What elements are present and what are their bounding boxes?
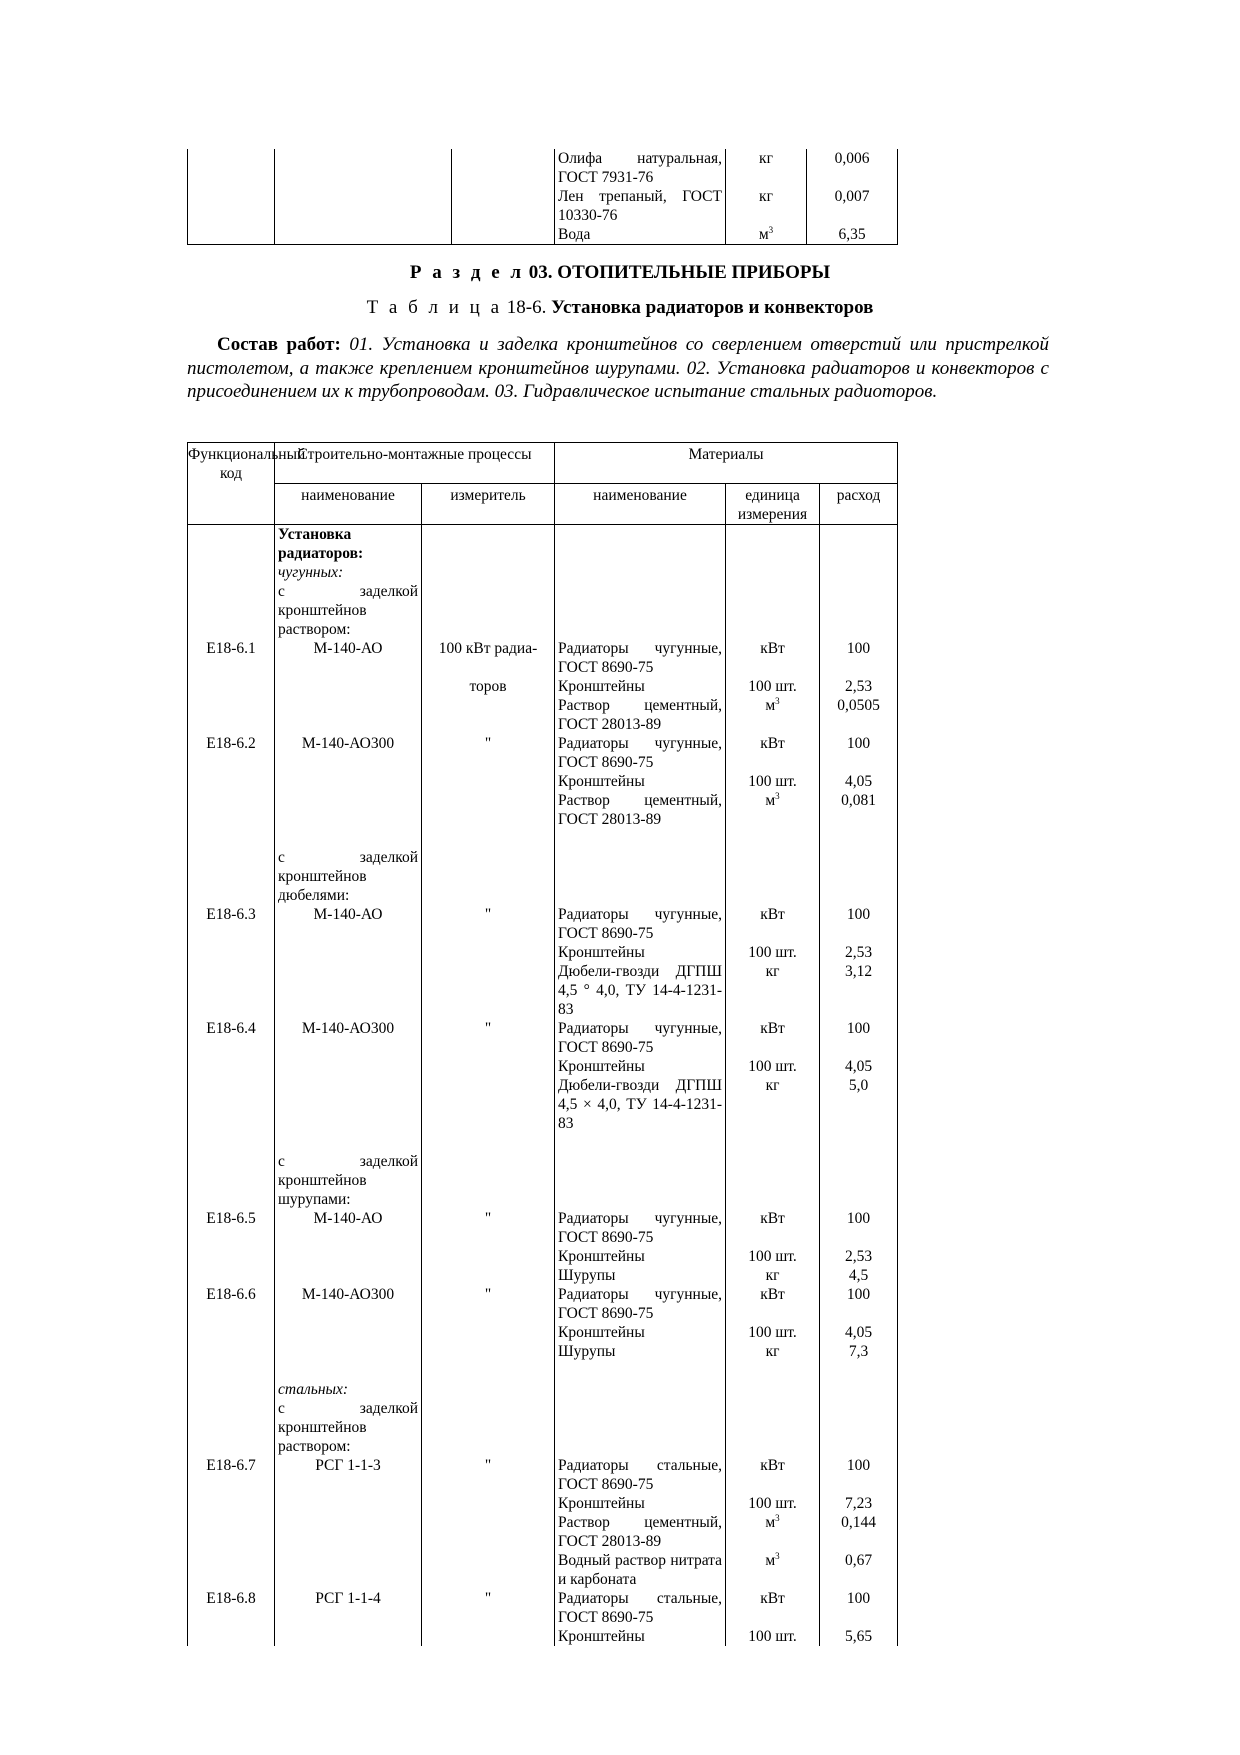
header-material-qty: расход bbox=[820, 484, 898, 525]
material-qty: 6,35 bbox=[807, 225, 898, 245]
material-qty: 7,3 bbox=[820, 1342, 898, 1361]
material-unit: $м^3$ bbox=[726, 791, 820, 829]
group-label: с заделкой кронштейнов раствором: bbox=[275, 1399, 422, 1456]
material-unit: 100 шт. bbox=[726, 943, 820, 962]
material-qty: 0,144 bbox=[820, 1513, 898, 1551]
group-label: Установка радиаторов: bbox=[275, 525, 422, 564]
material-qty: 100 bbox=[820, 1456, 898, 1494]
table-row bbox=[188, 1285, 898, 1323]
material-qty: 0,006 bbox=[807, 149, 898, 187]
material-qty: 2,53 bbox=[820, 1247, 898, 1266]
item-meter: 100 кВт радиа- bbox=[422, 639, 555, 677]
material-unit: $м^3$ bbox=[726, 1513, 820, 1551]
material-name: Олифа натуральная, ГОСТ 7931-76 bbox=[555, 149, 726, 187]
group-row bbox=[188, 1152, 898, 1209]
material-name: Радиаторы чугунные, ГОСТ 8690-75 bbox=[555, 734, 726, 772]
table-row bbox=[188, 1057, 898, 1076]
table-row bbox=[188, 772, 898, 791]
material-qty: 4,05 bbox=[820, 1323, 898, 1342]
material-qty: 100 bbox=[820, 639, 898, 677]
table-row bbox=[188, 791, 898, 829]
material-qty: 100 bbox=[820, 1019, 898, 1057]
material-unit: кг bbox=[726, 149, 807, 187]
material-name: Раствор цементный, ГОСТ 28013-89 bbox=[555, 1513, 726, 1551]
group-row bbox=[188, 1399, 898, 1456]
material-qty: 2,53 bbox=[820, 943, 898, 962]
material-qty: 7,23 bbox=[820, 1494, 898, 1513]
material-name: Кронштейны bbox=[555, 772, 726, 791]
item-code: Е18-6.8 bbox=[188, 1589, 275, 1627]
table-row bbox=[188, 1247, 898, 1266]
material-name: Раствор цементный, ГОСТ 28013-89 bbox=[555, 791, 726, 829]
item-code: Е18-6.7 bbox=[188, 1456, 275, 1494]
material-unit: кг bbox=[726, 1266, 820, 1285]
material-qty: 5,65 bbox=[820, 1627, 898, 1646]
work-composition: Состав работ: 01. Установка и заделка кронштейнов со сверлением отверстий или пристрелкой пистолетом, а также креплением кронштейнов шурупами. 02. Установка радиаторов и конвекторов с присоединением их к трубопроводам. 03. Гидравлическое испытание стальных радиоторов. bbox=[187, 334, 1049, 402]
material-name: Шурупы bbox=[555, 1342, 726, 1361]
table-row bbox=[188, 149, 898, 187]
item-code: Е18-6.1 bbox=[188, 639, 275, 677]
group-row bbox=[188, 582, 898, 639]
spacer-row bbox=[188, 1133, 898, 1152]
table-row bbox=[188, 187, 898, 225]
table-row bbox=[188, 1513, 898, 1551]
group-row bbox=[188, 525, 898, 564]
material-name: Радиаторы стальные, ГОСТ 8690-75 bbox=[555, 1456, 726, 1494]
material-name: Водный раствор нитрата и карбоната bbox=[555, 1551, 726, 1589]
table-row bbox=[188, 1627, 898, 1646]
header-process-name: наименование bbox=[275, 484, 422, 525]
material-unit: кг bbox=[726, 962, 820, 1019]
item-meter: " bbox=[422, 905, 555, 943]
material-unit: $м^3$ bbox=[726, 1551, 820, 1589]
item-name: М-140-АО300 bbox=[275, 1285, 422, 1323]
table-row bbox=[188, 1209, 898, 1247]
material-unit: 100 шт. bbox=[726, 1627, 820, 1646]
material-unit: кВт bbox=[726, 1456, 820, 1494]
table-row bbox=[188, 696, 898, 734]
item-meter: " bbox=[422, 734, 555, 772]
material-unit: кВт bbox=[726, 1019, 820, 1057]
table-row bbox=[188, 943, 898, 962]
material-name: Кронштейны bbox=[555, 1627, 726, 1646]
material-unit: кВт bbox=[726, 1285, 820, 1323]
continuation-table bbox=[187, 149, 898, 245]
material-unit: 100 шт. bbox=[726, 1494, 820, 1513]
material-unit: кВт bbox=[726, 905, 820, 943]
group-label: чугунных: bbox=[275, 563, 422, 582]
material-unit: кг bbox=[726, 1342, 820, 1361]
material-qty: 4,5 bbox=[820, 1266, 898, 1285]
table-row bbox=[188, 1342, 898, 1361]
material-name: Радиаторы чугунные, ГОСТ 8690-75 bbox=[555, 1209, 726, 1247]
table-row bbox=[188, 1494, 898, 1513]
material-name: Кронштейны bbox=[555, 1494, 726, 1513]
material-name: Кронштейны bbox=[555, 943, 726, 962]
group-row bbox=[188, 563, 898, 582]
material-qty: 0,67 bbox=[820, 1551, 898, 1589]
header-process-meter: измеритель bbox=[422, 484, 555, 525]
material-qty: 100 bbox=[820, 734, 898, 772]
spacer-row bbox=[188, 1361, 898, 1380]
material-unit: кВт bbox=[726, 734, 820, 772]
material-unit: $м^3$ bbox=[726, 696, 820, 734]
material-unit: кВт bbox=[726, 1589, 820, 1627]
group-label: стальных: bbox=[275, 1380, 422, 1399]
group-row bbox=[188, 1380, 898, 1399]
header-material-name: наименование bbox=[555, 484, 726, 525]
table-row bbox=[188, 1456, 898, 1494]
material-name: Радиаторы чугунные, ГОСТ 8690-75 bbox=[555, 1019, 726, 1057]
item-meter: " bbox=[422, 1589, 555, 1627]
header-row bbox=[188, 484, 898, 525]
material-name: Радиаторы чугунные, ГОСТ 8690-75 bbox=[555, 905, 726, 943]
material-name: Дюбели-гвозди ДГПШ 4,5 × 4,0, ТУ 14-4-1231-83 bbox=[555, 1076, 726, 1133]
material-unit: 100 шт. bbox=[726, 677, 820, 696]
material-qty: 2,53 bbox=[820, 677, 898, 696]
item-meter: " bbox=[422, 1209, 555, 1247]
material-qty: 4,05 bbox=[820, 772, 898, 791]
material-qty: 3,12 bbox=[820, 962, 898, 1019]
item-meter: торов bbox=[422, 677, 555, 696]
item-name: М-140-АО300 bbox=[275, 1019, 422, 1057]
material-unit: кВт bbox=[726, 1209, 820, 1247]
item-code: Е18-6.4 bbox=[188, 1019, 275, 1057]
table-row bbox=[188, 677, 898, 696]
material-name: Кронштейны bbox=[555, 677, 726, 696]
material-unit: 100 шт. bbox=[726, 1323, 820, 1342]
material-qty: 4,05 bbox=[820, 1057, 898, 1076]
item-code: Е18-6.6 bbox=[188, 1285, 275, 1323]
material-unit: 100 шт. bbox=[726, 772, 820, 791]
material-name: Кронштейны bbox=[555, 1247, 726, 1266]
item-code: Е18-6.5 bbox=[188, 1209, 275, 1247]
header-row bbox=[188, 443, 898, 484]
item-name: М-140-АО bbox=[275, 1209, 422, 1247]
spacer-row bbox=[188, 829, 898, 848]
material-unit: кВт bbox=[726, 639, 820, 677]
group-label: с заделкой кронштейнов дюбелями: bbox=[275, 848, 422, 905]
material-unit: 100 шт. bbox=[726, 1057, 820, 1076]
item-name: М-140-АО300 bbox=[275, 734, 422, 772]
material-unit: 100 шт. bbox=[726, 1247, 820, 1266]
table-row bbox=[188, 639, 898, 677]
table-row bbox=[188, 1551, 898, 1589]
item-name: М-140-АО bbox=[275, 639, 422, 677]
material-name: Раствор цементный, ГОСТ 28013-89 bbox=[555, 696, 726, 734]
material-qty: 5,0 bbox=[820, 1076, 898, 1133]
header-materials: Материалы bbox=[555, 443, 898, 484]
group-label: с заделкой кронштейнов шурупами: bbox=[275, 1152, 422, 1209]
material-qty: 100 bbox=[820, 905, 898, 943]
item-code: Е18-6.2 bbox=[188, 734, 275, 772]
material-unit: $м^3$ bbox=[726, 225, 807, 245]
table-row bbox=[188, 225, 898, 245]
table-row bbox=[188, 962, 898, 1019]
table-heading: Т а б л и ц а 18-6. Установка радиаторов и конвекторов bbox=[366, 297, 874, 318]
material-qty: 100 bbox=[820, 1209, 898, 1247]
group-label: с заделкой кронштейнов раствором: bbox=[275, 582, 422, 639]
material-qty: 100 bbox=[820, 1589, 898, 1627]
material-name: Вода bbox=[555, 225, 726, 245]
item-name: РСГ 1-1-3 bbox=[275, 1456, 422, 1494]
table-row bbox=[188, 1323, 898, 1342]
material-name: Радиаторы чугунные, ГОСТ 8690-75 bbox=[555, 1285, 726, 1323]
header-code: Функциональный код bbox=[188, 443, 275, 525]
item-name: М-140-АО bbox=[275, 905, 422, 943]
table-row bbox=[188, 734, 898, 772]
material-qty: 100 bbox=[820, 1285, 898, 1323]
header-material-unit: единица измерения bbox=[726, 484, 820, 525]
norms-table bbox=[187, 442, 898, 1646]
item-meter: " bbox=[422, 1019, 555, 1057]
material-name: Кронштейны bbox=[555, 1057, 726, 1076]
material-name: Радиаторы чугунные, ГОСТ 8690-75 bbox=[555, 639, 726, 677]
table-row bbox=[188, 1019, 898, 1057]
table-row bbox=[188, 1589, 898, 1627]
material-unit: кг bbox=[726, 187, 807, 225]
material-name: Дюбели-гвозди ДГПШ 4,5 ° 4,0, ТУ 14-4-1231-83 bbox=[555, 962, 726, 1019]
material-unit: кг bbox=[726, 1076, 820, 1133]
section-heading: Р а з д е л 03. ОТОПИТЕЛЬНЫЕ ПРИБОРЫ bbox=[409, 262, 831, 283]
table-row bbox=[188, 1266, 898, 1285]
group-row bbox=[188, 848, 898, 905]
table-row bbox=[188, 905, 898, 943]
material-name: Шурупы bbox=[555, 1266, 726, 1285]
item-meter: " bbox=[422, 1456, 555, 1494]
item-code: Е18-6.3 bbox=[188, 905, 275, 943]
material-name: Кронштейны bbox=[555, 1323, 726, 1342]
table-row bbox=[188, 1076, 898, 1133]
material-qty: 0,0505 bbox=[820, 696, 898, 734]
material-name: Радиаторы стальные, ГОСТ 8690-75 bbox=[555, 1589, 726, 1627]
material-qty: 0,007 bbox=[807, 187, 898, 225]
item-meter: " bbox=[422, 1285, 555, 1323]
header-processes: Строительно-монтажные процессы bbox=[275, 443, 555, 484]
item-name: РСГ 1-1-4 bbox=[275, 1589, 422, 1627]
material-qty: 0,081 bbox=[820, 791, 898, 829]
material-name: Лен трепаный, ГОСТ 10330-76 bbox=[555, 187, 726, 225]
